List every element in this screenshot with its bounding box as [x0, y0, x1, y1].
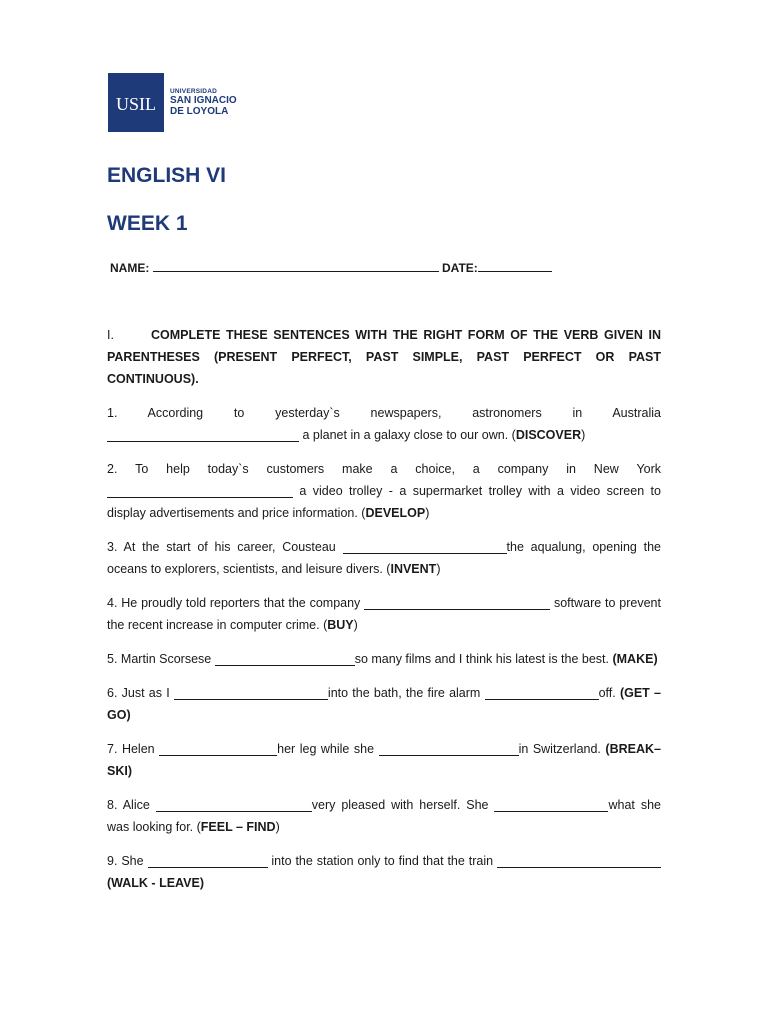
- university-logo: [108, 73, 237, 132]
- question-4: 4. He proudly told reporters that the company software to prevent the recent increase in computer crime. (BUY): [107, 596, 661, 632]
- answer-blank[interactable]: [107, 483, 293, 498]
- logo-wordmark: UNIVERSIDAD SAN IGNACIO DE LOYOLA: [170, 87, 237, 118]
- date-blank[interactable]: [478, 259, 552, 272]
- name-date-row: [110, 259, 552, 275]
- question-5: 5. Martin Scorsese so many films and I think his latest is the best. (MAKE): [107, 652, 658, 666]
- answer-blank[interactable]: [159, 741, 277, 756]
- answer-blank[interactable]: [494, 797, 608, 812]
- question-7: 7. Helen her leg while she in Switzerland. (BREAK– SKI): [107, 742, 661, 778]
- question-8: 8. Alice very pleased with herself. She what she was looking for. (FEEL – FIND): [107, 798, 661, 834]
- name-blank[interactable]: [153, 259, 439, 272]
- course-title: ENGLISH VI: [107, 164, 227, 187]
- name-label: NAME:: [110, 261, 150, 275]
- logo-monogram: [108, 73, 164, 132]
- instruction: I. COMPLETE THESE SENTENCES WITH THE RIGHT FORM OF THE VERB GIVEN IN PARENTHESES (PRESENT PERFECT, PAST SIMPLE, PAST PERFECT OR PAST CONTINUOUS).: [107, 328, 661, 386]
- question-2: 2. To help today`s customers make a choice, a company in New York a video trolley - a supermarket trolley with a video screen to display advertisements and price information. (DEVELOP): [107, 462, 662, 520]
- answer-blank[interactable]: [497, 853, 661, 868]
- answer-blank[interactable]: [364, 595, 550, 610]
- date-label: DATE:: [442, 261, 478, 275]
- question-9: 9. She into the station only to find that the train (WALK - LEAVE): [107, 850, 661, 894]
- answer-blank[interactable]: [215, 651, 355, 666]
- question-1: 1. According to yesterday`s newspapers, astronomers in Australia a planet in a galaxy close to our own. (DISCOVER): [107, 406, 661, 442]
- answer-blank[interactable]: [343, 539, 507, 554]
- answer-blank[interactable]: [174, 685, 328, 700]
- usil-monogram-icon: [112, 85, 160, 121]
- answer-blank[interactable]: [379, 741, 519, 756]
- question-3: 3. At the start of his career, Cousteau the aqualung, opening the oceans to explorers, scientists, and leisure divers. (INVENT): [107, 540, 661, 576]
- answer-blank[interactable]: [156, 797, 312, 812]
- svg-text:USIL: USIL: [116, 93, 156, 114]
- answer-blank[interactable]: [107, 427, 299, 442]
- week-title: WEEK 1: [107, 212, 188, 235]
- answer-blank[interactable]: [485, 685, 599, 700]
- answer-blank[interactable]: [148, 853, 268, 868]
- exercise: [107, 324, 661, 906]
- question-6: 6. Just as I into the bath, the fire alarm off. (GET – GO): [107, 686, 661, 722]
